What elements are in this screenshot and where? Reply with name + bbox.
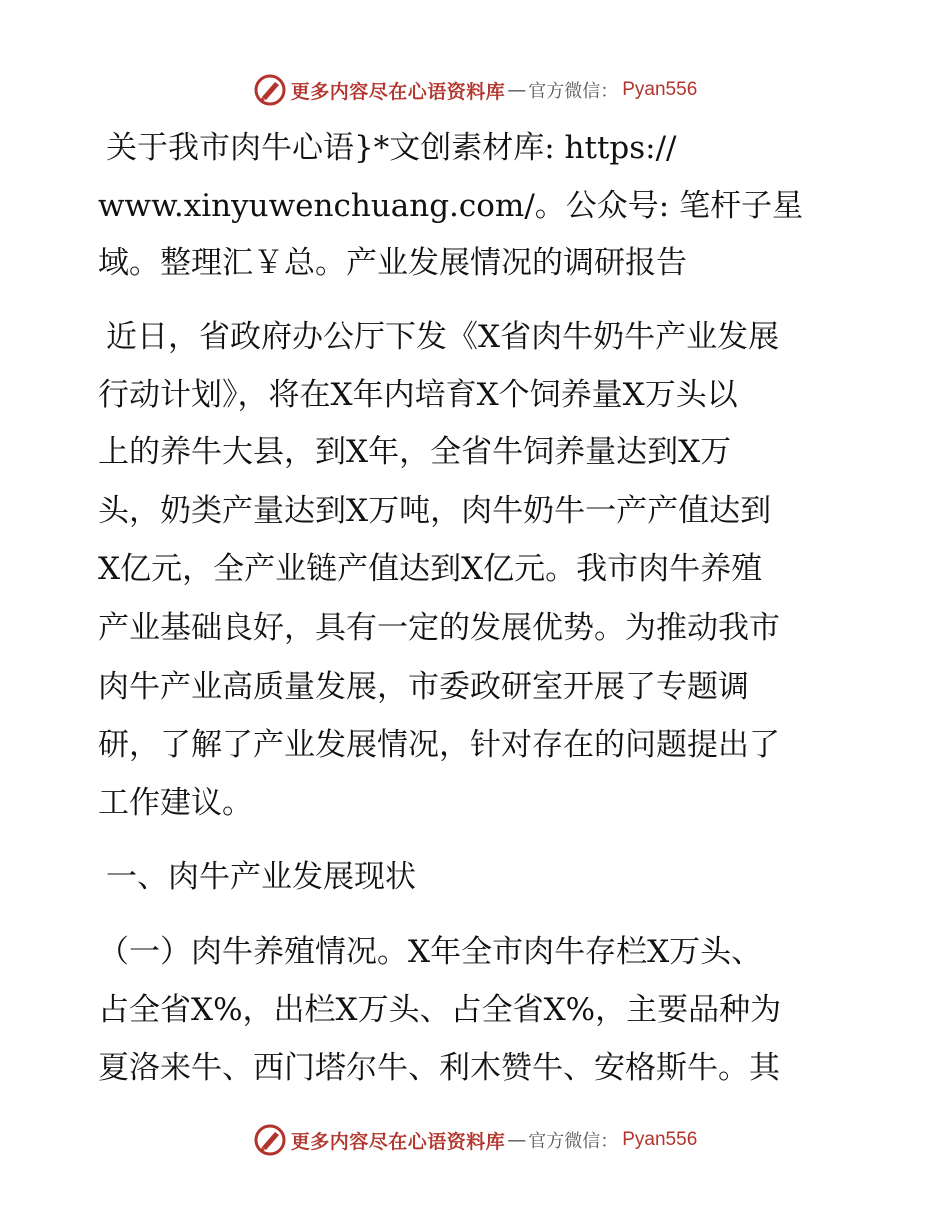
section-heading: 一、肉牛产业发展现状 <box>106 859 416 895</box>
pen-circle-logo-icon <box>253 1123 287 1157</box>
title-line-1: 关于我市肉牛心语}*文创素材库: https:// <box>106 130 677 166</box>
banner-contact-id: Pyan556 <box>622 1129 698 1150</box>
banner-dash: — <box>507 79 527 101</box>
banner-text: 更多内容尽在心语资料库 <box>290 1130 506 1153</box>
title-line-3: 域。整理汇￥总。产业发展情况的调研报告 <box>98 245 687 281</box>
intro-line-7: 肉牛产业高质量发展，市委政研室开展了专题调 <box>98 669 749 705</box>
intro-line-9: 工作建议。 <box>98 785 253 821</box>
intro-line-4: 头，奶类产量达到X万吨，肉牛奶牛一产产值达到 <box>98 493 772 529</box>
intro-line-6: 产业基础良好，具有一定的发展优势。为推动我市 <box>98 610 780 646</box>
banner-dash: — <box>507 1129 527 1151</box>
sub1-line-3: 夏洛来牛、西门塔尔牛、利木赞牛、安格斯牛。其 <box>98 1050 780 1086</box>
header-banner <box>0 70 950 110</box>
banner-contact-label: 官方微信： <box>528 1131 619 1152</box>
intro-line-8: 研，了解了产业发展情况，针对存在的问题提出了 <box>98 727 780 763</box>
sub1-line-2: 占全省X%，出栏X万头、占全省X%，主要品种为 <box>98 992 782 1028</box>
intro-line-5: X亿元，全产业链产值达到X亿元。我市肉牛养殖 <box>98 551 763 587</box>
banner-text: 更多内容尽在心语资料库 <box>290 80 506 103</box>
banner-contact-id: Pyan556 <box>622 79 698 100</box>
banner-contact-label: 官方微信： <box>528 81 619 102</box>
title-line-2: www.xinyuwenchuang.com/。公众号: 笔杆子星 <box>98 188 804 224</box>
intro-line-1: 近日，省政府办公厅下发《X省肉牛奶牛产业发展 <box>106 319 780 355</box>
sub1-line-1: （一）肉牛养殖情况。X年全市肉牛存栏X万头、 <box>98 934 763 970</box>
pen-circle-logo-icon <box>253 73 287 107</box>
footer-banner <box>0 1120 950 1160</box>
intro-line-2: 行动计划》，将在X年内培育X个饲养量X万头以 <box>98 377 738 413</box>
intro-line-3: 上的养牛大县，到X年，全省牛饲养量达到X万 <box>98 434 732 470</box>
